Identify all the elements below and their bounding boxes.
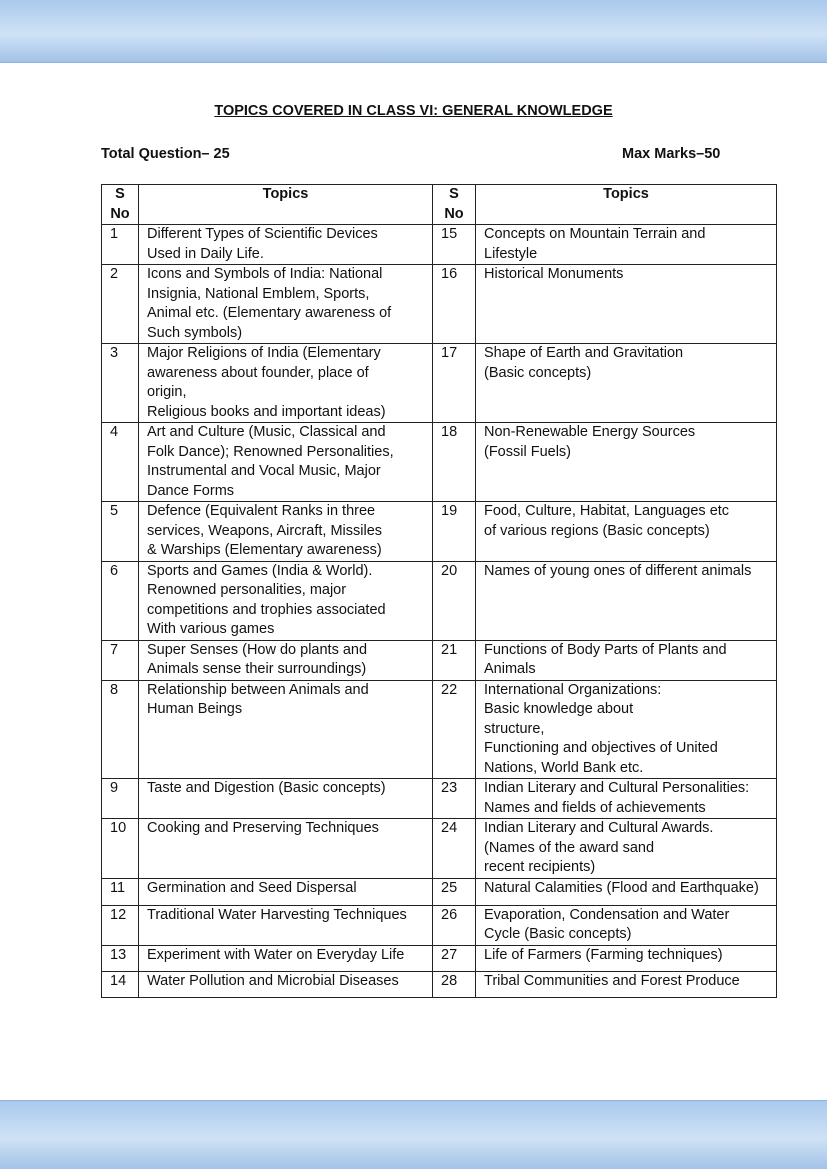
topic-cell: Food, Culture, Habitat, Languages etc of various regions (Basic concepts) — [476, 502, 777, 562]
table-row — [102, 945, 777, 971]
topic-cell: Functions of Body Parts of Plants and Animals — [476, 640, 777, 680]
topic-cell: Germination and Seed Dispersal — [139, 878, 433, 905]
table-row — [102, 640, 777, 680]
table-row — [102, 561, 777, 640]
table-row — [102, 225, 777, 265]
sno-cell: 11 — [102, 878, 139, 905]
topic-cell: International Organizations: Basic knowledge about structure, Functioning and objectives of United Nations, World Bank etc. — [476, 680, 777, 779]
table-header-row — [102, 185, 777, 225]
topics-header-right: Topics — [476, 185, 777, 225]
topic-cell: Non-Renewable Energy Sources (Fossil Fuels) — [476, 423, 777, 502]
sno-header-left: S No — [102, 185, 139, 225]
table-row — [102, 878, 777, 905]
sno-cell: 6 — [102, 561, 139, 640]
page-footer-band — [0, 1100, 827, 1169]
topic-cell: Names of young ones of different animals — [476, 561, 777, 640]
table-row — [102, 423, 777, 502]
topic-cell: Concepts on Mountain Terrain and Lifestyle — [476, 225, 777, 265]
topic-cell: Sports and Games (India & World). Renowned personalities, major competitions and trophies associated With various games — [139, 561, 433, 640]
sno-header-right: S No — [433, 185, 476, 225]
sno-cell: 27 — [433, 945, 476, 971]
topic-cell: Evaporation, Condensation and Water Cycle (Basic concepts) — [476, 905, 777, 945]
total-question: Total Question– 25 — [101, 146, 230, 162]
topic-cell: Life of Farmers (Farming techniques) — [476, 945, 777, 971]
topic-cell: Major Religions of India (Elementary awareness about founder, place of origin, Religious books and important ideas) — [139, 344, 433, 423]
table-row — [102, 344, 777, 423]
page-title: TOPICS COVERED IN CLASS VI: GENERAL KNOWLEDGE — [214, 103, 613, 119]
topic-cell: Experiment with Water on Everyday Life — [139, 945, 433, 971]
topic-cell: Shape of Earth and Gravitation (Basic concepts) — [476, 344, 777, 423]
sno-cell: 10 — [102, 819, 139, 879]
table-row — [102, 819, 777, 879]
sno-cell: 23 — [433, 779, 476, 819]
topic-cell: Natural Calamities (Flood and Earthquake) — [476, 878, 777, 905]
sno-cell: 3 — [102, 344, 139, 423]
table-row — [102, 779, 777, 819]
sno-cell: 18 — [433, 423, 476, 502]
topic-cell: Water Pollution and Microbial Diseases — [139, 971, 433, 997]
table-row — [102, 680, 777, 779]
sno-cell: 14 — [102, 971, 139, 997]
topics-table — [101, 184, 777, 998]
max-marks: Max Marks–50 — [622, 146, 721, 162]
sno-cell: 1 — [102, 225, 139, 265]
sno-cell: 7 — [102, 640, 139, 680]
page-header-band — [0, 0, 827, 63]
sno-cell: 4 — [102, 423, 139, 502]
sno-cell: 5 — [102, 502, 139, 562]
topic-cell: Art and Culture (Music, Classical and Folk Dance); Renowned Personalities, Instrumental and Vocal Music, Major Dance Forms — [139, 423, 433, 502]
sno-cell: 22 — [433, 680, 476, 779]
topic-cell: Indian Literary and Cultural Personalities: Names and fields of achievements — [476, 779, 777, 819]
topic-cell: Icons and Symbols of India: National Insignia, National Emblem, Sports, Animal etc. (Elementary awareness of Such symbols) — [139, 265, 433, 344]
sno-cell: 19 — [433, 502, 476, 562]
topic-cell: Super Senses (How do plants and Animals sense their surroundings) — [139, 640, 433, 680]
table-row — [102, 905, 777, 945]
topics-header-left: Topics — [139, 185, 433, 225]
topic-cell: Defence (Equivalent Ranks in three services, Weapons, Aircraft, Missiles & Warships (Elementary awareness) — [139, 502, 433, 562]
sno-cell: 25 — [433, 878, 476, 905]
sno-cell: 9 — [102, 779, 139, 819]
sno-cell: 17 — [433, 344, 476, 423]
table-row — [102, 971, 777, 997]
sno-cell: 16 — [433, 265, 476, 344]
sno-cell: 13 — [102, 945, 139, 971]
topic-cell: Indian Literary and Cultural Awards. (Names of the award sand recent recipients) — [476, 819, 777, 879]
topic-cell: Taste and Digestion (Basic concepts) — [139, 779, 433, 819]
topic-cell: Different Types of Scientific Devices Used in Daily Life. — [139, 225, 433, 265]
sno-cell: 2 — [102, 265, 139, 344]
topic-cell: Relationship between Animals and Human Beings — [139, 680, 433, 779]
topic-cell: Traditional Water Harvesting Techniques — [139, 905, 433, 945]
topic-cell: Cooking and Preserving Techniques — [139, 819, 433, 879]
sno-cell: 24 — [433, 819, 476, 879]
topic-cell: Historical Monuments — [476, 265, 777, 344]
sno-cell: 21 — [433, 640, 476, 680]
sno-cell: 15 — [433, 225, 476, 265]
sno-cell: 28 — [433, 971, 476, 997]
sno-cell: 26 — [433, 905, 476, 945]
sno-cell: 12 — [102, 905, 139, 945]
table-row — [102, 502, 777, 562]
topic-cell: Tribal Communities and Forest Produce — [476, 971, 777, 997]
table-row — [102, 265, 777, 344]
sno-cell: 8 — [102, 680, 139, 779]
sno-cell: 20 — [433, 561, 476, 640]
